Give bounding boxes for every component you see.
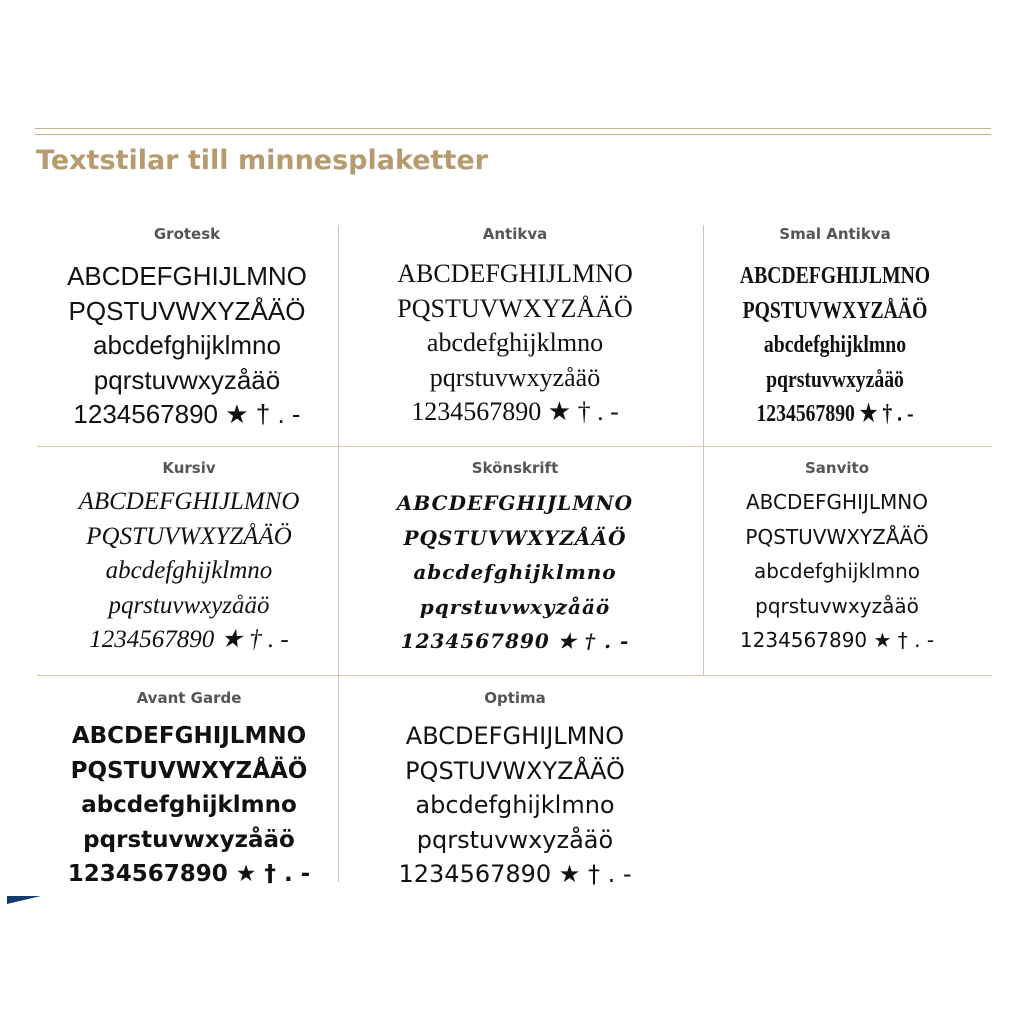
sample-line: abcdefghijklmno [763,332,907,358]
style-name: Smal Antikva [779,225,891,243]
sample-line: 1234567890 ★ † . - [89,626,289,653]
sample-line: abcdefghijklmno [415,791,615,819]
sample-line: abcdefghijklmno [105,557,273,584]
style-sample-grotesk [37,225,337,432]
sample-line: pqrstuvwxyzåäö [419,594,611,619]
top-rule-inner [35,134,991,135]
sample-line: pqrstuvwxyzåäö [108,591,270,619]
style-sample-antikva [365,225,665,430]
sample-line: 1234567890 ★ † . - [756,401,914,427]
sample-line: abcdefghijklmno [93,330,281,360]
style-sample-smal-antikva [685,225,985,432]
style-name: Antikva [482,225,548,243]
sample-line: ABCDEFGHIJLMNO [396,491,634,515]
sample-line: abcdefghijklmno [81,792,297,818]
style-sample-sanvito [687,459,987,658]
style-name: Sanvito [805,459,869,477]
sample-line: ABCDEFGHIJLMNO [405,722,625,750]
style-sample-skonskrift [365,459,665,659]
sample-line: pqrstuvwxyzåäö [766,366,904,393]
row-divider [37,675,992,676]
sample-line: 1234567890 ★ † . - [411,397,619,426]
sample-line: PQSTUVWXYZÅÄÖ [405,756,625,785]
sample-line: abcdefghijklmno [753,559,920,583]
sample-line: ABCDEFGHIJLMNO [397,259,633,288]
style-sample-avant-garde [39,689,339,892]
sample-line: PQSTUVWXYZÅÄÖ [403,525,627,550]
style-name: Optima [484,689,546,707]
style-sample-optima [365,689,665,892]
style-name: Skönskrift [471,459,559,477]
sample-line: PQSTUVWXYZÅÄÖ [742,297,928,324]
sample-line: ABCDEFGHIJLMNO [67,261,307,291]
style-name: Kursiv [162,459,216,477]
style-name: Avant Garde [136,689,242,707]
sample-line: PQSTUVWXYZÅÄÖ [397,293,633,323]
sample-line: PQSTUVWXYZÅÄÖ [745,524,929,549]
sample-line: pqrstuvwxyzåäö [416,825,614,854]
top-rule [35,128,991,129]
sample-line: ABCDEFGHIJLMNO [746,490,928,514]
sample-line: pqrstuvwxyzåäö [93,364,281,395]
sample-line: 1234567890 ★ † . - [398,860,632,888]
row-divider [37,446,992,447]
page-title: Textstilar till minnesplaketter [36,145,488,176]
sample-line: pqrstuvwxyzåäö [755,593,919,618]
font-style-grid [37,225,992,888]
sample-line: ABCDEFGHIJLMNO [71,723,307,749]
sample-line: pqrstuvwxyzåäö [83,826,295,853]
style-sample-kursiv [39,459,339,658]
sample-line: abcdefghijklmno [426,328,604,357]
sample-line: abcdefghijklmno [413,560,617,584]
sample-line: 1234567890 ★ † . - [73,399,301,429]
sample-line: PQSTUVWXYZÅÄÖ [68,295,306,326]
sample-line: ABCDEFGHIJLMNO [78,488,300,515]
sample-line: PQSTUVWXYZÅÄÖ [86,522,292,550]
sample-line: 1234567890 ★ † . - [67,861,311,887]
sample-line: ABCDEFGHIJLMNO [739,263,931,289]
sample-line: pqrstuvwxyzåäö [429,362,601,392]
sample-line: PQSTUVWXYZÅÄÖ [70,757,308,784]
sample-line: 1234567890 ★ † . - [400,629,630,653]
corner-accent [7,896,41,904]
style-name: Grotesk [153,225,221,243]
sample-line: 1234567890 ★ † . - [739,628,935,652]
